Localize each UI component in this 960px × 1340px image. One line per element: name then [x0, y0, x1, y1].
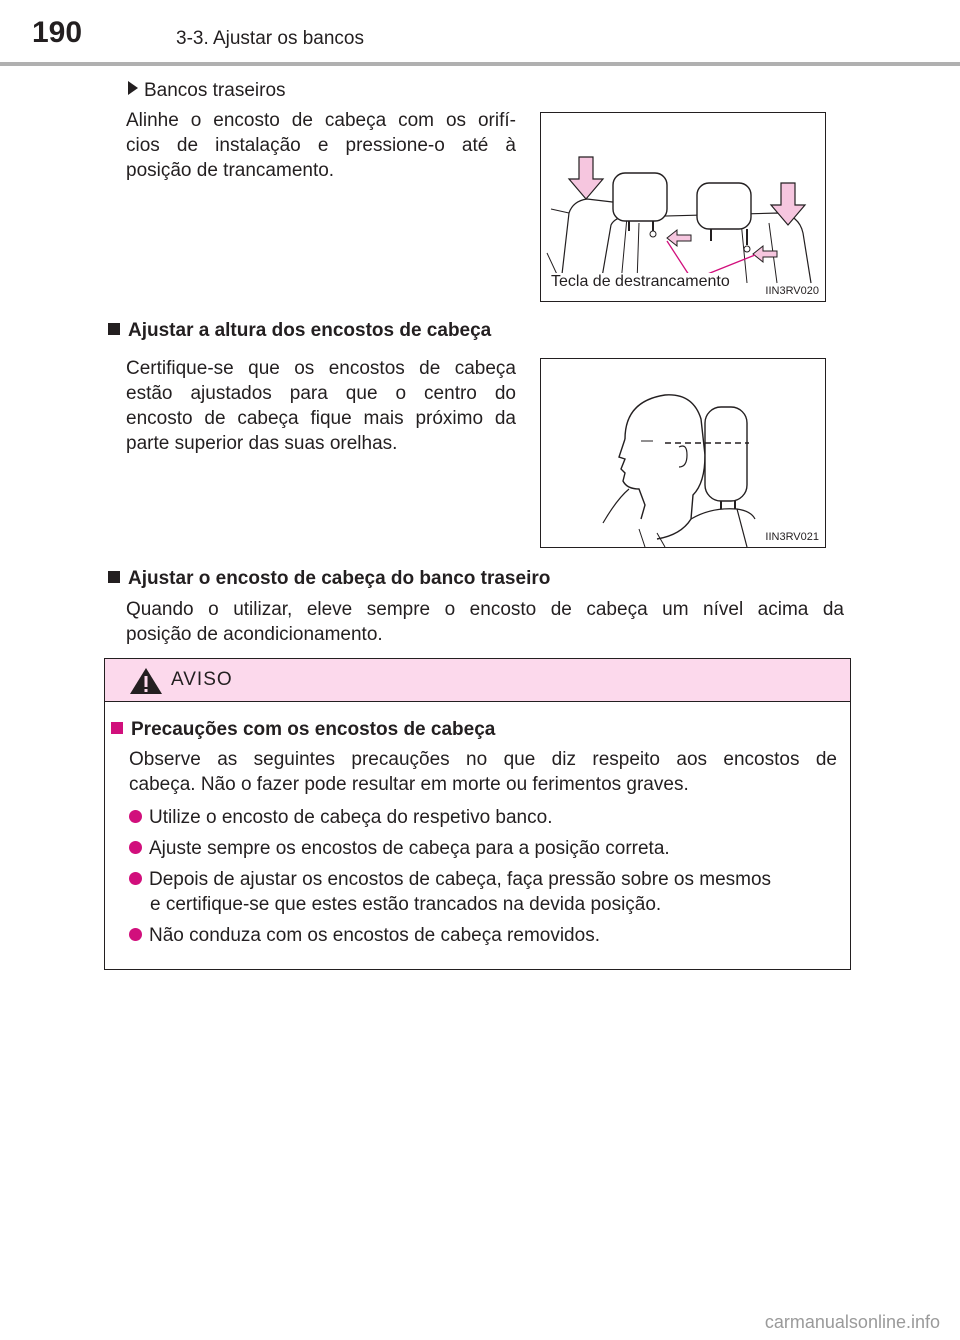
- figure-code: IIN3RV021: [765, 531, 819, 543]
- heading-headrest-height: Ajustar a altura dos encostos de cabeça: [108, 320, 491, 342]
- chapter-title: 3-3. Ajustar os bancos: [176, 28, 364, 49]
- warning-title: AVISO: [171, 669, 233, 690]
- text-line: Certifique-se que os encostos de cabeça: [126, 358, 516, 379]
- unlock-key-callout: Tecla de destrancamento: [551, 273, 730, 290]
- text-line: e certifique-se que estes estão trancados na devida posição.: [150, 894, 662, 915]
- warning-triangle-icon: [129, 667, 163, 695]
- rear-seats-text: [126, 108, 516, 183]
- rear-headrest-figure: [540, 112, 826, 302]
- headrest-height-text: [126, 356, 516, 456]
- bullet-dot-icon: [129, 928, 142, 941]
- text-line: posição de trancamento.: [126, 160, 335, 181]
- warning-bullet-item: Utilize o encosto de cabeça do respetivo banco.: [129, 805, 552, 830]
- text-line: Alinhe o encosto de cabeça com os orifí-: [126, 110, 516, 131]
- rear-headrest-text: [126, 597, 844, 647]
- bullet-dot-icon: [129, 810, 142, 823]
- text-line: cabeça. Não o fazer pode resultar em morte ou ferimentos graves.: [129, 774, 689, 795]
- page-number: 190: [32, 16, 83, 49]
- text-line: Observe as seguintes precauções no que diz respeito aos encostos de: [129, 749, 837, 770]
- warning-bullet-item: Depois de ajustar os encostos de cabeça, faça pressão sobre os mesmos e certifique-se que estes estão trancados na devida posição.: [129, 867, 771, 917]
- warning-bullet-item: Não conduza com os encostos de cabeça removidos.: [129, 923, 600, 948]
- square-bullet-icon: [108, 571, 120, 583]
- text-line: encosto de cabeça fique mais próximo da: [126, 408, 516, 429]
- warning-header: [105, 659, 850, 702]
- text-line: Quando o utilizar, eleve sempre o encosto de cabeça um nível acima da: [126, 599, 844, 620]
- bullet-dot-icon: [129, 841, 142, 854]
- warning-heading: Precauções com os encostos de cabeça: [111, 719, 495, 741]
- header-divider: [0, 62, 960, 66]
- warning-intro: [129, 747, 837, 797]
- watermark: carmanualsonline.info: [764, 1312, 940, 1332]
- text-line: posição de acondicionamento.: [126, 624, 383, 645]
- warning-box: [104, 658, 851, 970]
- text-line: cios de instalação e pressione-o até à: [126, 135, 516, 156]
- triangle-bullet-icon: [128, 81, 138, 95]
- bullet-dot-icon: [129, 872, 142, 885]
- square-bullet-icon: [108, 323, 120, 335]
- head-position-figure: [540, 358, 826, 548]
- head-profile-illustration: [541, 359, 825, 547]
- text-line: estão ajustados para que o centro do: [126, 383, 516, 404]
- warning-bullet-item: Ajuste sempre os encostos de cabeça para a posição correta.: [129, 836, 670, 861]
- subheading-rear-seats: Bancos traseiros: [128, 78, 286, 103]
- figure-code: IIN3RV020: [765, 285, 819, 297]
- text-line: parte superior das suas orelhas.: [126, 433, 398, 454]
- heading-rear-headrest: Ajustar o encosto de cabeça do banco traseiro: [108, 568, 550, 590]
- square-bullet-icon: [111, 722, 123, 734]
